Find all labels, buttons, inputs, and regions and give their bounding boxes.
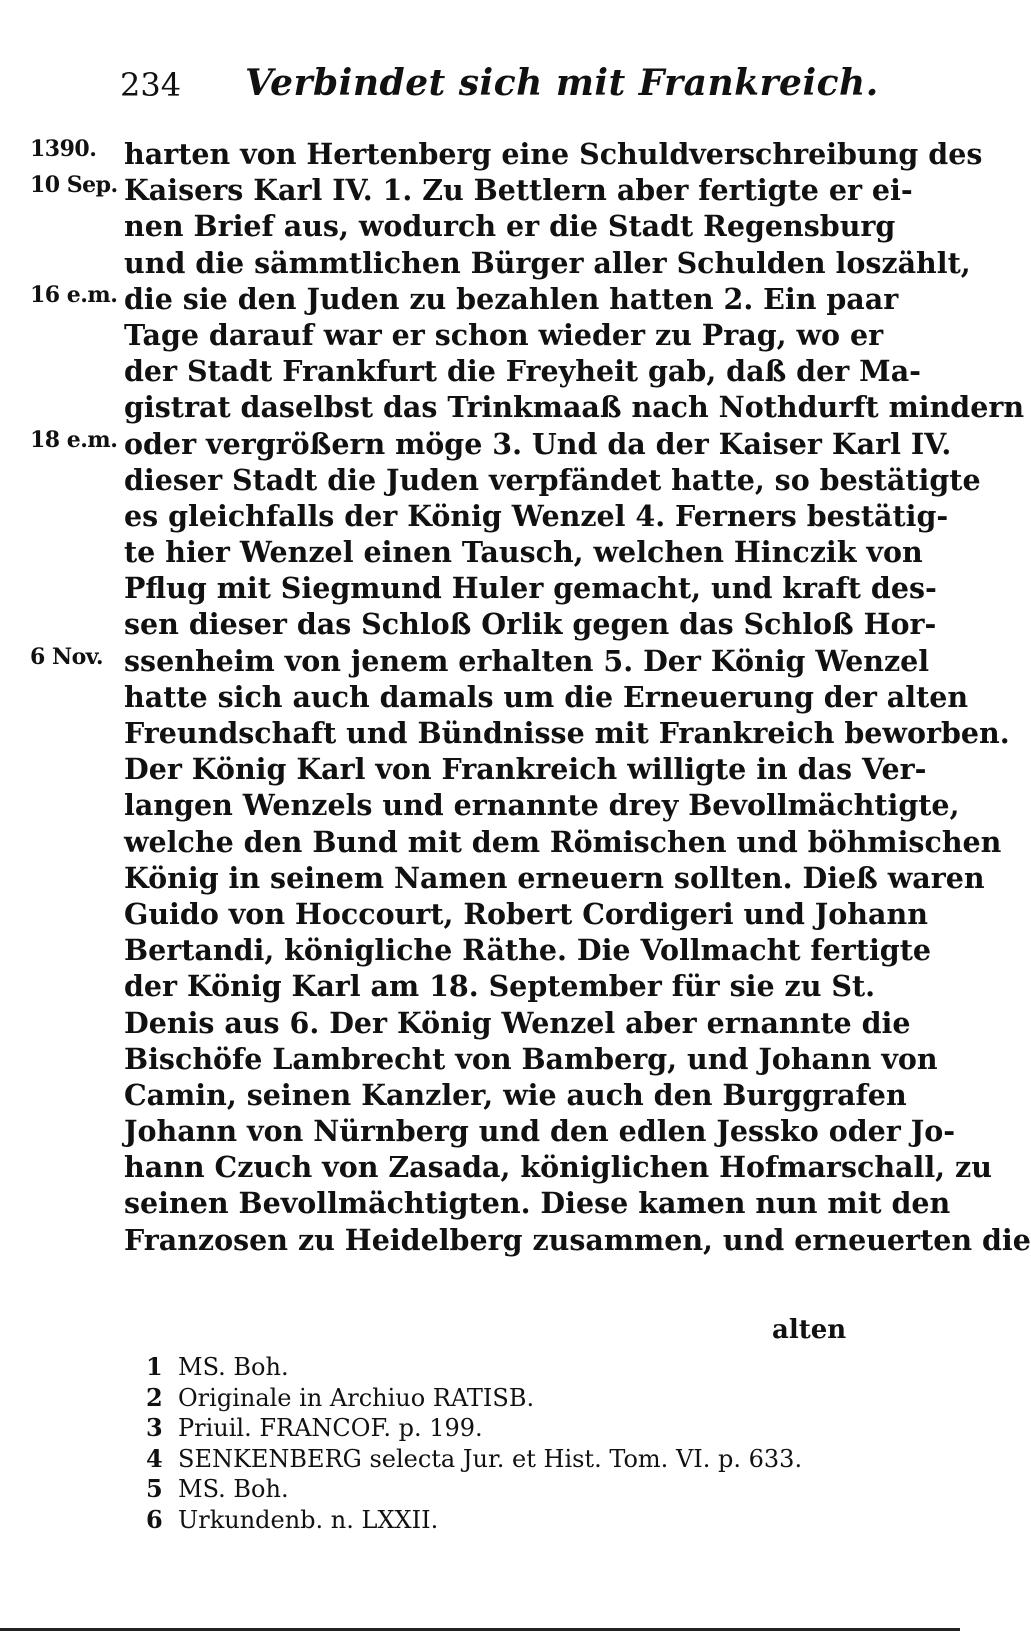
footnote-text: MS. Boh. xyxy=(178,1353,289,1381)
text-line: harten von Hertenberg eine Schuldverschreibung des xyxy=(124,137,983,171)
text-line: ssenheim von jenem erhalten 5. Der König Wenzel xyxy=(124,643,930,678)
footnote-number: 2 xyxy=(146,1382,163,1412)
text-line: Guido von Hoccourt, Robert Cordigeri und Johann xyxy=(124,896,928,931)
text-line: te hier Wenzel einen Tausch, welchen Hinczik von xyxy=(124,535,923,570)
text-line: hann Czuch von Zasada, königlichen Hofmarschall, zu xyxy=(124,1150,992,1185)
text-line: hatte sich auch damals um die Erneuerung der alten xyxy=(124,679,969,714)
footnotes xyxy=(146,1352,886,1535)
text-line: und die sämmtlichen Bürger aller Schulden loszählt, xyxy=(124,245,971,280)
margin-note-year: 1390. xyxy=(30,136,97,162)
text-line: gistrat daselbst das Trinkmaaß nach Nothdurft mindern xyxy=(124,390,1025,425)
margin-note-date: 16 e.m. xyxy=(30,282,118,308)
footnote-number: 5 xyxy=(146,1474,163,1503)
text-line: Camin, seinen Kanzler, wie auch den Burggrafen xyxy=(124,1077,907,1112)
body-text xyxy=(124,136,1031,1258)
running-title: Verbindet sich mit Frankreich. xyxy=(245,62,879,104)
text-line: Tage darauf war er schon wieder zu Prag, wo er xyxy=(124,317,884,352)
text-line: es gleichfalls der König Wenzel 4. Ferners bestätig- xyxy=(124,498,949,533)
text-line: Kaisers Karl IV. 1. Zu Bettlern aber fertigte er ei- xyxy=(124,173,913,208)
text-line: oder vergrößern möge 3. Und da der Kaiser Karl IV. xyxy=(124,426,952,461)
footnote xyxy=(146,1413,886,1444)
text-line: die sie den Juden zu bezahlen hatten 2. Ein paar xyxy=(124,281,899,316)
text-line: nen Brief aus, wodurch er die Stadt Regensburg xyxy=(124,209,896,244)
footnote-text: MS. Boh. xyxy=(178,1475,289,1503)
text-line: der Stadt Frankfurt die Freyheit gab, daß der Ma- xyxy=(124,354,921,389)
margin-note-date: 6 Nov. xyxy=(30,644,103,670)
footnote xyxy=(146,1444,886,1475)
text-line: Bertandi, königliche Räthe. Die Vollmacht fertigte xyxy=(124,933,932,968)
footnote-text: SENKENBERG selecta Jur. et Hist. Tom. VI. p. 633. xyxy=(178,1444,803,1473)
text-line: Franzosen zu Heidelberg zusammen, und erneuerten die xyxy=(124,1222,1031,1257)
footnote xyxy=(146,1352,886,1383)
text-line: Denis aus 6. Der König Wenzel aber ernannte die xyxy=(124,1005,911,1040)
text-line: Johann von Nürnberg und den edlen Jessko oder Jo- xyxy=(124,1114,956,1149)
margin-note-date: 18 e.m. xyxy=(30,427,118,453)
margin-note-date: 10 Sep. xyxy=(30,172,118,198)
running-header xyxy=(0,62,960,112)
text-line: Bischöfe Lambrecht von Bamberg, und Johann von xyxy=(124,1041,938,1076)
text-line: langen Wenzels und ernannte drey Bevollmächtigte, xyxy=(124,788,960,823)
text-line: Der König Karl von Frankreich willigte in das Ver- xyxy=(124,752,927,787)
footnote xyxy=(146,1474,886,1505)
page-number: 234 xyxy=(120,66,182,104)
catchword: alten xyxy=(772,1315,847,1345)
text-line: König in seinem Namen erneuern sollten. Dieß waren xyxy=(124,860,985,895)
text-line: seinen Bevollmächtigten. Diese kamen nun mit den xyxy=(124,1186,951,1221)
text-line: Pflug mit Siegmund Huler gemacht, und kraft des- xyxy=(124,571,937,606)
footnote-number: 4 xyxy=(146,1443,163,1473)
text-line: der König Karl am 18. September für sie zu St. xyxy=(124,969,876,1004)
footnote-number: 1 xyxy=(146,1352,163,1381)
footnote-number: 3 xyxy=(146,1413,163,1442)
text-line: sen dieser das Schloß Orlik gegen das Schloß Hor- xyxy=(124,607,937,642)
footnote xyxy=(146,1505,886,1536)
text-line: dieser Stadt die Juden verpfändet hatte, so bestätigte xyxy=(124,462,981,497)
footnote xyxy=(146,1383,886,1414)
text-line: welche den Bund mit dem Römischen und böhmischen xyxy=(124,824,1002,859)
footnote-text: Urkundenb. n. LXXII. xyxy=(178,1505,439,1534)
footnote-number: 6 xyxy=(146,1504,163,1534)
text-line: Freundschaft und Bündnisse mit Frankreich beworben. xyxy=(124,716,1010,750)
footnote-text: Originale in Archiuo RATISB. xyxy=(178,1383,535,1412)
footnote-text: Priuil. FRANCOF. p. 199. xyxy=(178,1414,483,1442)
page-edge-rule xyxy=(0,1628,960,1631)
